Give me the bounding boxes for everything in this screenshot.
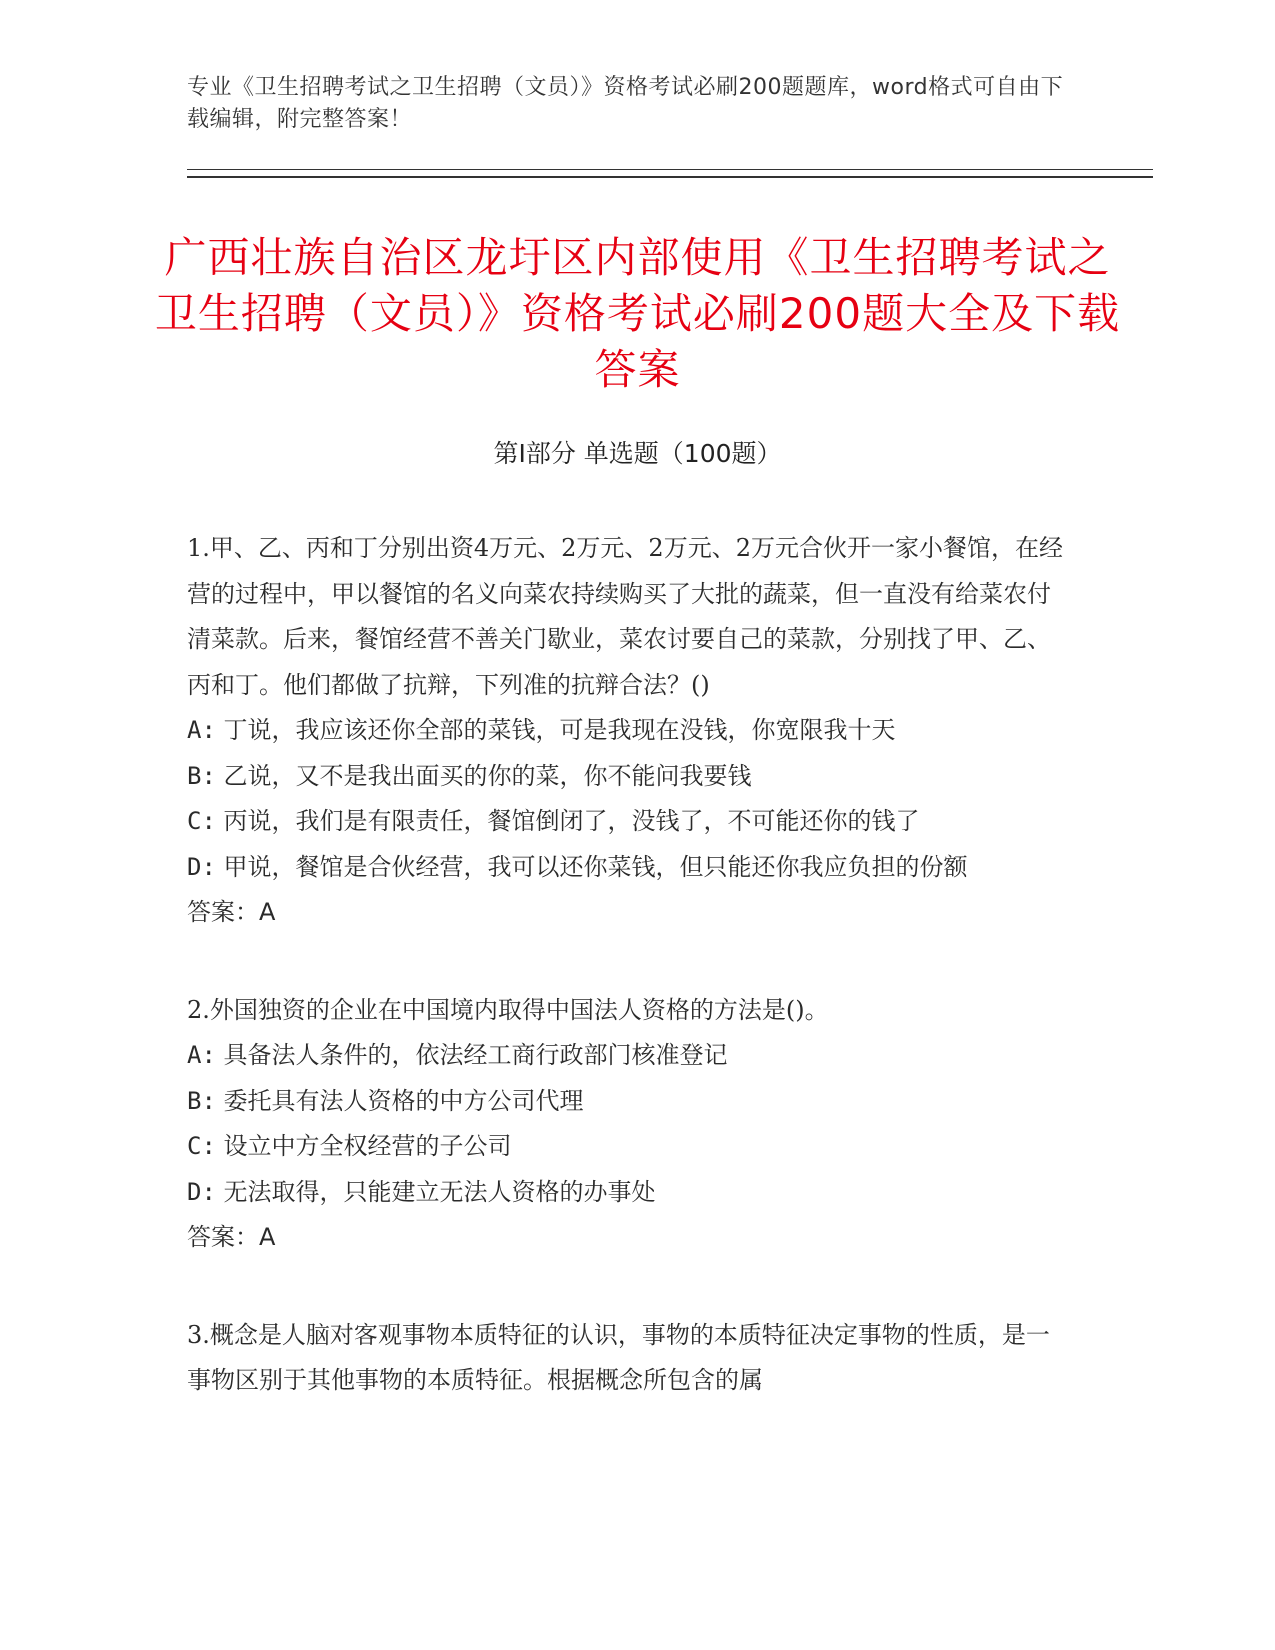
question-option	[187, 1079, 1067, 1125]
option-text: 具备法人条件的，依法经工商行政部门核准登记	[223, 1041, 728, 1069]
question-option	[187, 799, 1067, 845]
question-option	[187, 1124, 1067, 1170]
question-option	[187, 754, 1067, 800]
option-letter: A:	[187, 1041, 216, 1069]
option-text: 乙说，又不是我出面买的你的菜，你不能问我要钱	[223, 761, 752, 790]
header-divider-thick	[187, 176, 1153, 178]
option-letter: C:	[187, 807, 216, 835]
question-stem: 1.甲、乙、丙和丁分别出资4万元、2万元、2万元、2万元合伙开一家小餐馆，在经营的过程中，甲以餐馆的名义向菜农持续购买了大批的蔬菜，但一直没有给菜农付清菜款。后来，餐馆经营不善关门歇业，菜农讨要自己的菜款，分别找了甲、乙、丙和丁。他们都做了抗辩，下列准的抗辩合法？()	[187, 534, 1063, 699]
option-text: 丁说，我应该还你全部的菜钱，可是我现在没钱，你宽限我十天	[223, 716, 896, 744]
option-text: 设立中方全权经营的子公司	[223, 1132, 512, 1160]
option-text: 丙说，我们是有限责任，餐馆倒闭了，没钱了，不可能还你的钱了	[223, 807, 920, 835]
option-letter: A:	[187, 716, 216, 744]
question-item	[187, 526, 1067, 936]
option-text: 无法取得，只能建立无法人资格的办事处	[223, 1177, 656, 1206]
option-letter: D:	[187, 852, 216, 881]
question-option	[187, 1033, 1067, 1079]
option-text: 甲说，餐馆是合伙经营，我可以还你菜钱，但只能还你我应负担的份额	[223, 852, 968, 881]
option-letter: D:	[187, 1177, 216, 1206]
question-option	[187, 845, 1067, 891]
question-option	[187, 1170, 1067, 1216]
question-option	[187, 708, 1067, 754]
question-answer: 答案：A	[187, 898, 276, 926]
option-letter: B:	[187, 1086, 216, 1115]
question-list	[187, 526, 1067, 1456]
option-letter: B:	[187, 761, 216, 790]
document-title: 广西壮族自治区龙圩区内部使用《卫生招聘考试之卫生招聘（文员）》资格考试必刷200题大全及下载答案	[154, 233, 1121, 394]
document-intro: 专业《卫生招聘考试之卫生招聘（文员）》资格考试必刷200题题库，word格式可自由下载编辑，附完整答案！	[187, 75, 1064, 132]
section-heading: 第Ⅰ部分 单选题（100题）	[493, 439, 782, 468]
question-stem: 3.概念是人脑对客观事物本质特征的认识，事物的本质特征决定事物的性质，是一事物区别于其他事物的本质特征。根据概念所包含的属	[187, 1320, 1050, 1394]
question-answer: 答案：A	[187, 1223, 276, 1251]
option-text: 委托具有法人资格的中方公司代理	[223, 1086, 584, 1115]
question-item	[187, 988, 1067, 1261]
question-item	[187, 1313, 1067, 1404]
option-letter: C:	[187, 1132, 216, 1160]
header-divider-thin	[187, 169, 1153, 170]
question-stem: 2.外国独资的企业在中国境内取得中国法人资格的方法是()。	[187, 995, 829, 1024]
